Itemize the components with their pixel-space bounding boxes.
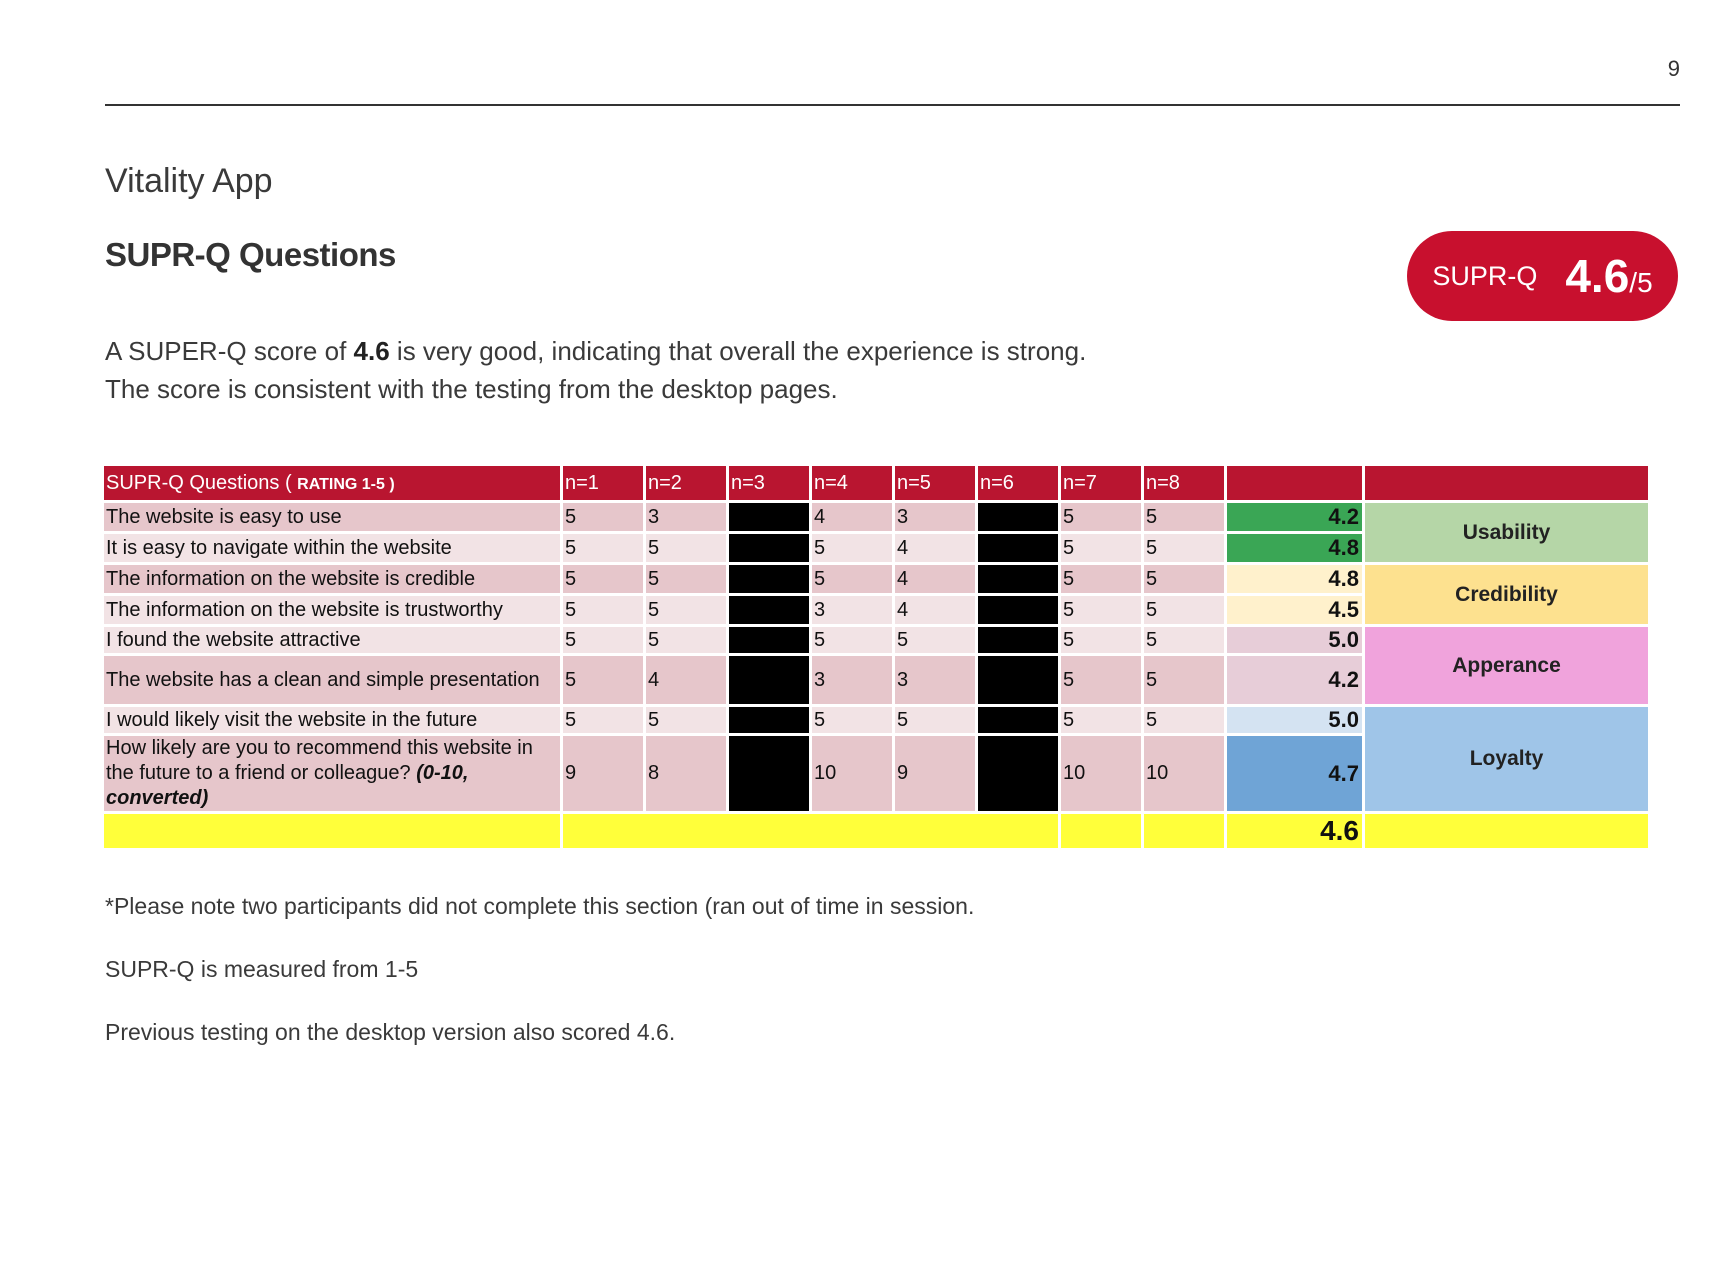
score-cell: 5 bbox=[646, 565, 726, 593]
badge-label: SUPR-Q bbox=[1432, 260, 1538, 291]
score-cell: 5 bbox=[1061, 656, 1141, 704]
score-cell: 5 bbox=[1061, 707, 1141, 733]
redacted-cell bbox=[978, 534, 1058, 562]
average-cell: 5.0 bbox=[1227, 707, 1362, 733]
redacted-cell bbox=[978, 707, 1058, 733]
total-blank bbox=[1365, 814, 1648, 848]
score-cell: 3 bbox=[812, 656, 892, 704]
redacted-cell bbox=[978, 565, 1058, 593]
question-cell: The website is easy to use bbox=[104, 503, 560, 531]
header-questions bbox=[104, 466, 560, 500]
header-participant: n=8 bbox=[1144, 466, 1224, 500]
redacted-cell bbox=[729, 596, 809, 624]
header-participant: n=4 bbox=[812, 466, 892, 500]
redacted-cell bbox=[729, 736, 809, 811]
header-participant: n=1 bbox=[563, 466, 643, 500]
redacted-cell bbox=[729, 565, 809, 593]
score-cell: 5 bbox=[563, 503, 643, 531]
header-category bbox=[1365, 466, 1648, 500]
note-incomplete: *Please note two participants did not complete this section (ran out of time in session. bbox=[105, 893, 975, 919]
score-cell: 5 bbox=[1061, 565, 1141, 593]
badge-score: 4.6 bbox=[1565, 250, 1630, 302]
table-row bbox=[104, 503, 1648, 531]
header-rating: RATING 1-5 ) bbox=[297, 475, 395, 493]
average-cell: 4.8 bbox=[1227, 565, 1362, 593]
score-cell: 5 bbox=[812, 627, 892, 653]
header-participant: n=3 bbox=[729, 466, 809, 500]
score-cell: 4 bbox=[812, 503, 892, 531]
redacted-cell bbox=[978, 656, 1058, 704]
score-cell: 5 bbox=[646, 534, 726, 562]
table-row bbox=[104, 627, 1648, 653]
question-scale-note: (0-10, converted) bbox=[106, 762, 469, 809]
total-blank bbox=[1061, 814, 1141, 848]
score-cell: 5 bbox=[563, 534, 643, 562]
question-cell: The information on the website is trustworthy bbox=[104, 596, 560, 624]
score-cell: 5 bbox=[1061, 596, 1141, 624]
category-loyalty: Loyalty bbox=[1365, 707, 1648, 811]
score-cell: 5 bbox=[563, 627, 643, 653]
supr-q-table bbox=[101, 463, 1651, 851]
intro-text bbox=[105, 332, 1086, 408]
intro-post: is very good, indicating that overall the experience is strong. bbox=[389, 336, 1087, 366]
header-divider bbox=[105, 104, 1680, 106]
score-cell: 5 bbox=[1144, 656, 1224, 704]
total-blank bbox=[104, 814, 560, 848]
category-usability: Usability bbox=[1365, 503, 1648, 562]
average-cell: 5.0 bbox=[1227, 627, 1362, 653]
header-participant: n=6 bbox=[978, 466, 1058, 500]
table-row bbox=[104, 707, 1648, 733]
score-cell: 5 bbox=[1061, 503, 1141, 531]
score-cell: 10 bbox=[1144, 736, 1224, 811]
app-name: Vitality App bbox=[105, 162, 273, 200]
intro-pre: A SUPER-Q score of bbox=[105, 336, 354, 366]
redacted-cell bbox=[978, 596, 1058, 624]
redacted-cell bbox=[729, 534, 809, 562]
score-cell: 4 bbox=[895, 596, 975, 624]
intro-line-1 bbox=[105, 332, 1086, 370]
intro-score: 4.6 bbox=[353, 336, 390, 366]
total-row bbox=[104, 814, 1648, 848]
table-header-row bbox=[104, 466, 1648, 500]
header-label: SUPR-Q Questions ( bbox=[106, 471, 298, 494]
score-cell: 5 bbox=[646, 596, 726, 624]
note-previous: Previous testing on the desktop version also scored 4.6. bbox=[105, 1019, 676, 1045]
total-blank bbox=[563, 814, 1058, 848]
header-participant: n=7 bbox=[1061, 466, 1141, 500]
score-cell: 3 bbox=[895, 503, 975, 531]
score-cell: 5 bbox=[646, 707, 726, 733]
redacted-cell bbox=[978, 736, 1058, 811]
score-cell: 5 bbox=[563, 565, 643, 593]
header-participant: n=5 bbox=[895, 466, 975, 500]
question-cell: It is easy to navigate within the website bbox=[104, 534, 560, 562]
score-cell: 5 bbox=[812, 565, 892, 593]
average-cell: 4.2 bbox=[1227, 503, 1362, 531]
average-cell: 4.7 bbox=[1227, 736, 1362, 811]
score-cell: 5 bbox=[1144, 627, 1224, 653]
score-cell: 5 bbox=[1144, 534, 1224, 562]
score-cell: 4 bbox=[895, 534, 975, 562]
page-title: SUPR-Q Questions bbox=[105, 236, 396, 273]
score-cell: 4 bbox=[646, 656, 726, 704]
total-blank bbox=[1144, 814, 1224, 848]
header-average bbox=[1227, 466, 1362, 500]
note-scale: SUPR-Q is measured from 1-5 bbox=[105, 956, 419, 982]
supr-q-score-badge bbox=[1407, 231, 1678, 321]
score-cell: 4 bbox=[895, 565, 975, 593]
table-row bbox=[104, 565, 1648, 593]
redacted-cell bbox=[978, 627, 1058, 653]
question-text: How likely are you to recommend this website in the future to a friend or colleague? bbox=[106, 737, 533, 784]
score-cell: 10 bbox=[812, 736, 892, 811]
redacted-cell bbox=[729, 503, 809, 531]
score-cell: 5 bbox=[1144, 596, 1224, 624]
category-appearance: Apperance bbox=[1365, 627, 1648, 704]
score-cell: 5 bbox=[1144, 565, 1224, 593]
score-cell: 3 bbox=[895, 656, 975, 704]
question-cell bbox=[104, 736, 560, 811]
score-cell: 3 bbox=[646, 503, 726, 531]
intro-line-2: The score is consistent with the testing from the desktop pages. bbox=[105, 374, 838, 404]
average-cell: 4.2 bbox=[1227, 656, 1362, 704]
score-cell: 9 bbox=[895, 736, 975, 811]
score-cell: 5 bbox=[1061, 534, 1141, 562]
score-cell: 5 bbox=[646, 627, 726, 653]
redacted-cell bbox=[729, 707, 809, 733]
average-cell: 4.8 bbox=[1227, 534, 1362, 562]
score-cell: 5 bbox=[812, 707, 892, 733]
score-cell: 5 bbox=[1061, 627, 1141, 653]
question-cell: I found the website attractive bbox=[104, 627, 560, 653]
redacted-cell bbox=[729, 656, 809, 704]
score-cell: 5 bbox=[563, 707, 643, 733]
score-cell: 5 bbox=[1144, 707, 1224, 733]
redacted-cell bbox=[729, 627, 809, 653]
score-cell: 8 bbox=[646, 736, 726, 811]
score-cell: 3 bbox=[812, 596, 892, 624]
score-cell: 9 bbox=[563, 736, 643, 811]
score-cell: 5 bbox=[895, 707, 975, 733]
question-cell: The website has a clean and simple presentation bbox=[104, 656, 560, 704]
question-cell: I would likely visit the website in the future bbox=[104, 707, 560, 733]
score-cell: 10 bbox=[1061, 736, 1141, 811]
question-cell: The information on the website is credible bbox=[104, 565, 560, 593]
score-cell: 5 bbox=[895, 627, 975, 653]
score-cell: 5 bbox=[812, 534, 892, 562]
badge-max: /5 bbox=[1629, 267, 1653, 298]
score-cell: 5 bbox=[563, 656, 643, 704]
score-cell: 5 bbox=[1144, 503, 1224, 531]
page-number: 9 bbox=[1667, 56, 1680, 81]
header-participant: n=2 bbox=[646, 466, 726, 500]
category-credibility: Credibility bbox=[1365, 565, 1648, 624]
total-score: 4.6 bbox=[1227, 814, 1362, 848]
score-cell: 5 bbox=[563, 596, 643, 624]
average-cell: 4.5 bbox=[1227, 596, 1362, 624]
redacted-cell bbox=[978, 503, 1058, 531]
